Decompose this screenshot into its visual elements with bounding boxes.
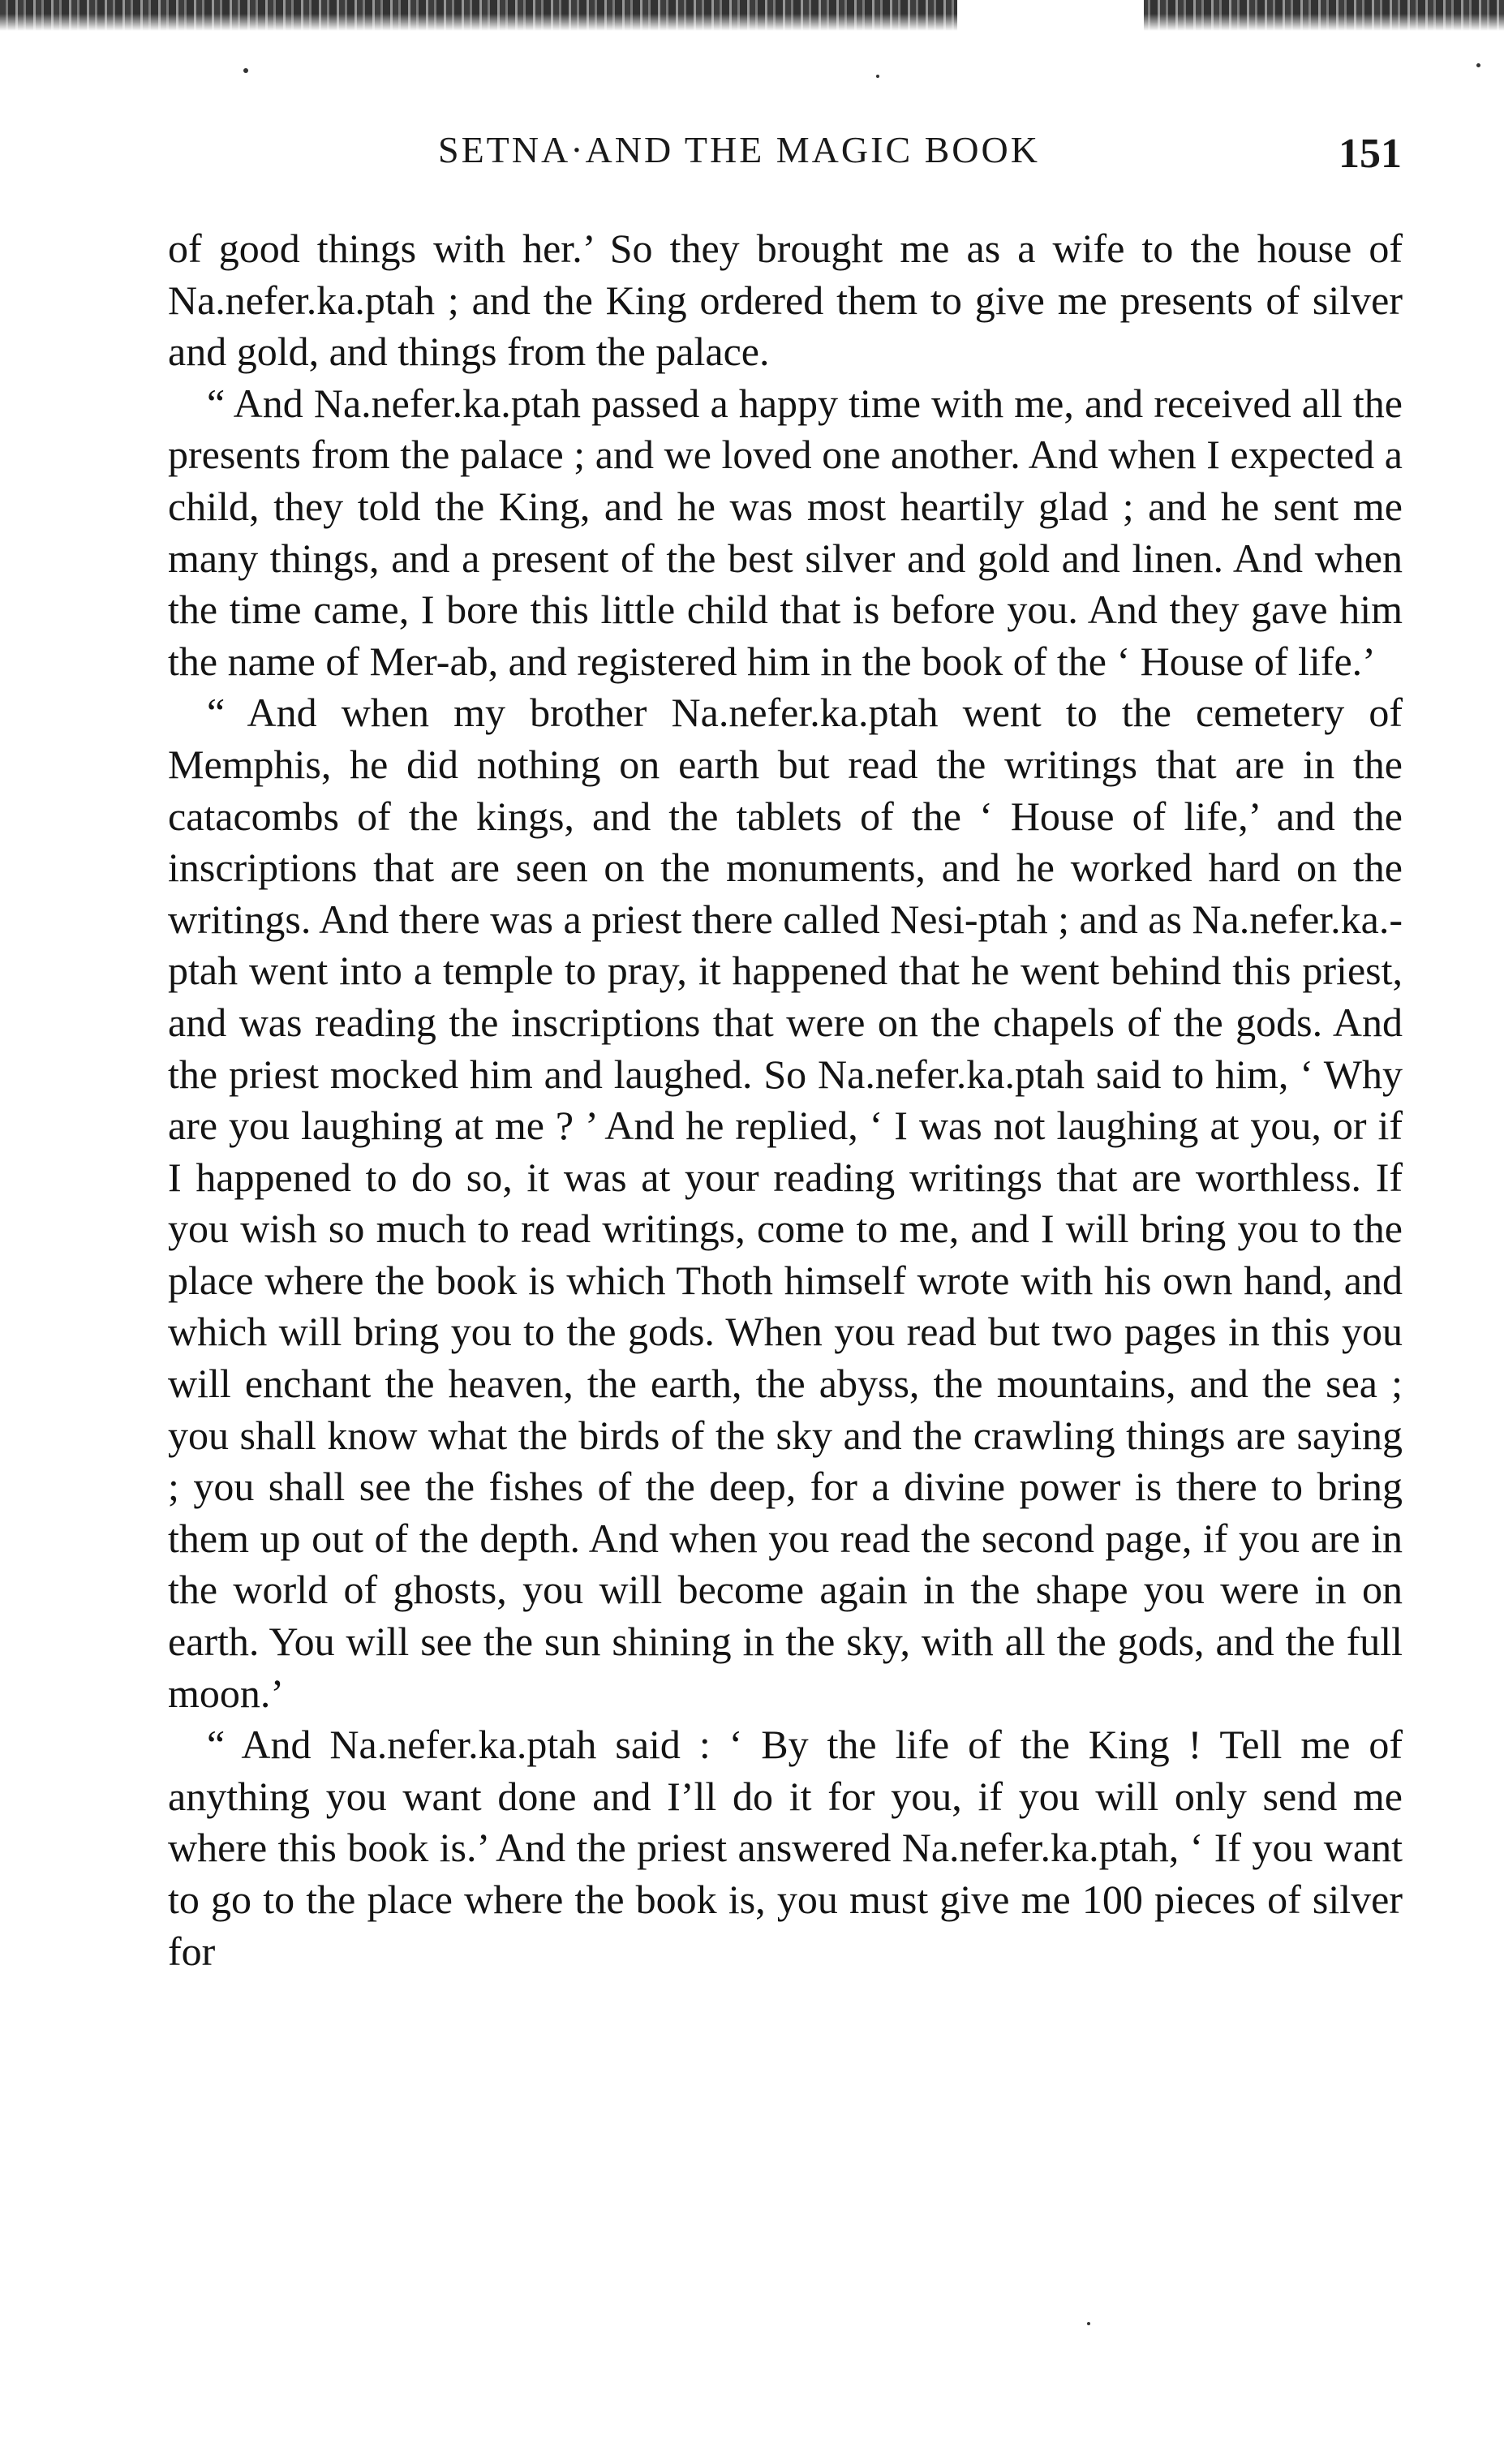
scan-edge-gap	[957, 0, 1144, 32]
paragraph: “ And Na.nefer.ka.ptah said : ‘ By the life of the King ! Tell me of anything you want done and I’ll do it for you, if you will only send me where this book is.’ And the priest answered Na.nefer.ka.ptah, ‘ If you want to go to the place where the book is, you must give me 100 pieces of silver for	[168, 1722, 1403, 1974]
paragraph: “ And Na.nefer.ka.ptah passed a happy time with me, and received all the presents from the palace ; and we loved one another. And when I expected a child, they told the King, and he was most heartily glad ; and he sent me many things, and a present of the best silver and gold and linen. And when the time came, I bore this little child that is before you. And they gave him the name of Mer-ab, and registered him in the book of the ‘ House of life.’	[168, 380, 1403, 684]
page-number: 151	[1339, 131, 1402, 177]
body-text	[168, 223, 1403, 1977]
scan-speck	[876, 75, 879, 78]
scan-speck	[243, 68, 248, 73]
paragraph: “ And when my brother Na.nefer.ka.ptah went to the cemetery of Memphis, he did nothing on earth but read the writings that are in the catacombs of the kings, and the tablets of the ‘ House of life,’ and the inscriptions that are seen on the monuments, and he worked hard on the writings. And there was a priest there called Nesi-ptah ; and as Na.nefer.ka.ptah went into a temple to pray, it happened that he went behind this priest, and was reading the inscriptions that were on the chapels of the gods. And the priest mocked him and laughed. So Na.nefer.ka.ptah said to him, ‘ Why are you laughing at me ? ’ And he replied, ‘ I was not laughing at you, or if I happened to do so, it was at your reading writings that are worthless. If you wish so much to read writings, come to me, and I will bring you to the place where the book is which Thoth himself wrote with his own hand, and which will bring you to the gods. When you read but two pages in this you will enchant the heaven, the earth, the abyss, the mountains, and the sea ; you shall know what the birds of the sky and the crawling things are saying ; you shall see the fishes of the deep, for a divine power is there to bring them up out of the depth. And when you read the second page, if you are in the world of ghosts, you will become again in the shape you were in on earth. You will see the sun shining in the sky, with all the gods, and the full moon.’	[168, 690, 1403, 1716]
running-title: SETNA·AND THE MAGIC BOOK	[438, 129, 1040, 170]
scan-speck	[1087, 2322, 1090, 2325]
paragraph: of good things with her.’ So they brought me as a wife to the house of Na.nefer.ka.ptah ; and the King ordered them to give me presents of silver and gold, and things from the palace.	[168, 226, 1403, 375]
scan-speck	[1476, 63, 1480, 67]
scan-top-edge	[0, 0, 1504, 31]
